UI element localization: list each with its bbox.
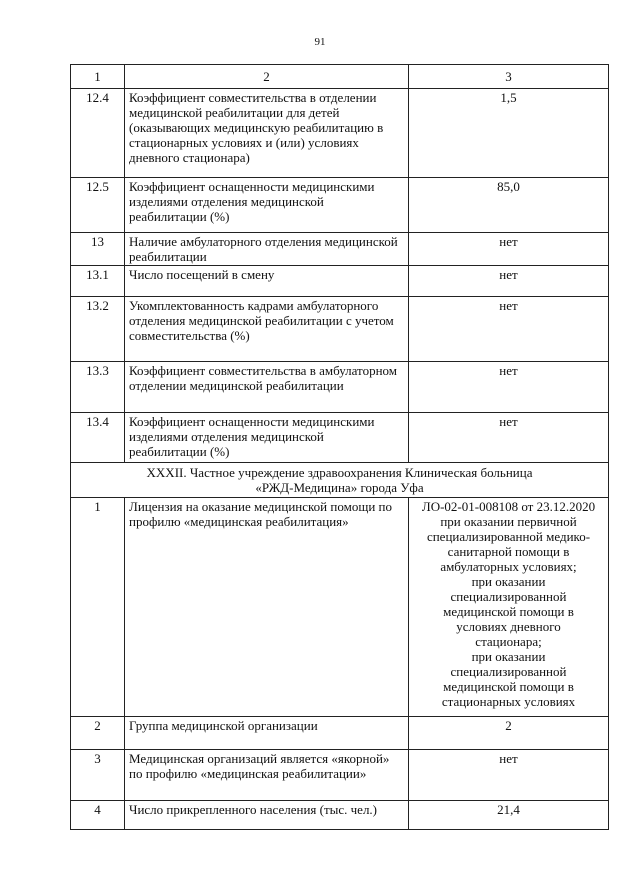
table-header-row bbox=[71, 65, 609, 89]
row-description: Укомплектованность кадрами амбулаторного отделения медицинской реабилитации с учетом совместительства (%) bbox=[125, 297, 409, 362]
column-header: 2 bbox=[125, 65, 409, 89]
license-value-line: специализированной медико- bbox=[426, 529, 591, 544]
table-row bbox=[71, 362, 609, 413]
row-value: 2 bbox=[409, 717, 609, 750]
row-description: Медицинская организаций является «якорной» по профилю «медицинская реабилитации» bbox=[125, 750, 409, 801]
column-header: 1 bbox=[71, 65, 125, 89]
row-value: нет bbox=[409, 750, 609, 801]
license-value-line: при оказании первичной bbox=[440, 514, 577, 529]
row-description: Коэффициент совместительства в амбулаторном отделении медицинской реабилитации bbox=[125, 362, 409, 413]
row-value: 1,5 bbox=[409, 89, 609, 178]
section-heading-row bbox=[71, 463, 609, 498]
row-number: 2 bbox=[71, 717, 125, 750]
row-value: 85,0 bbox=[409, 178, 609, 233]
table-row bbox=[71, 717, 609, 750]
row-number: 4 bbox=[71, 801, 125, 830]
row-number: 13.3 bbox=[71, 362, 125, 413]
license-value-line: стационарных условиях bbox=[441, 694, 576, 709]
row-value: нет bbox=[409, 297, 609, 362]
row-number: 3 bbox=[71, 750, 125, 801]
row-number: 13 bbox=[71, 233, 125, 266]
row-number: 13.1 bbox=[71, 266, 125, 297]
license-value-line: амбулаторных условиях; bbox=[440, 559, 577, 574]
license-value-line: санитарной помощи в bbox=[447, 544, 570, 559]
license-value-line: специализированной bbox=[450, 664, 567, 679]
table-row bbox=[71, 750, 609, 801]
license-value bbox=[409, 498, 609, 717]
license-value-line: ЛО-02-01-008108 от 23.12.2020 bbox=[421, 499, 596, 514]
section-heading bbox=[71, 463, 609, 498]
row-number: 1 bbox=[71, 498, 125, 717]
table-row bbox=[71, 89, 609, 178]
row-value: нет bbox=[409, 413, 609, 463]
row-description: Группа медицинской организации bbox=[125, 717, 409, 750]
table-row bbox=[71, 233, 609, 266]
table-row bbox=[71, 801, 609, 830]
license-value-line: медицинской помощи в bbox=[443, 679, 574, 694]
license-value-line: при оказании bbox=[471, 574, 546, 589]
table-row bbox=[71, 266, 609, 297]
license-value-line: медицинской помощи в bbox=[443, 604, 574, 619]
table-row bbox=[71, 297, 609, 362]
row-value: нет bbox=[409, 362, 609, 413]
row-description: Коэффициент оснащенности медицинскими изделиями отделения медицинской реабилитации (%) bbox=[125, 413, 409, 463]
section-heading-line: XXXII. Частное учреждение здравоохранения Клиническая больница bbox=[146, 465, 533, 480]
row-number: 13.4 bbox=[71, 413, 125, 463]
row-description: Число прикрепленного населения (тыс. чел.) bbox=[125, 801, 409, 830]
row-number: 12.5 bbox=[71, 178, 125, 233]
row-value: нет bbox=[409, 233, 609, 266]
table-row bbox=[71, 498, 609, 717]
license-value-line: стационара; bbox=[475, 634, 542, 649]
table-row bbox=[71, 413, 609, 463]
row-number: 12.4 bbox=[71, 89, 125, 178]
row-description: Лицензия на оказание медицинской помощи по профилю «медицинская реабилитация» bbox=[125, 498, 409, 717]
row-description: Коэффициент совместительства в отделении медицинской реабилитации для детей (оказывающих медицинскую реабилитацию в стационарных условиях и (или) условиях дневного стационара) bbox=[125, 89, 409, 178]
row-description: Наличие амбулаторного отделения медицинской реабилитации bbox=[125, 233, 409, 266]
page-number: 91 bbox=[314, 36, 326, 48]
row-description: Число посещений в смену bbox=[125, 266, 409, 297]
row-value: 21,4 bbox=[409, 801, 609, 830]
row-value: нет bbox=[409, 266, 609, 297]
data-table bbox=[70, 64, 609, 830]
column-header: 3 bbox=[409, 65, 609, 89]
license-value-line: условиях дневного bbox=[456, 619, 561, 634]
license-value-line: при оказании bbox=[471, 649, 546, 664]
license-value-line: специализированной bbox=[450, 589, 567, 604]
table-row bbox=[71, 178, 609, 233]
section-heading-line: «РЖД-Медицина» города Уфа bbox=[255, 480, 424, 495]
row-number: 13.2 bbox=[71, 297, 125, 362]
row-description: Коэффициент оснащенности медицинскими изделиями отделения медицинской реабилитации (%) bbox=[125, 178, 409, 233]
